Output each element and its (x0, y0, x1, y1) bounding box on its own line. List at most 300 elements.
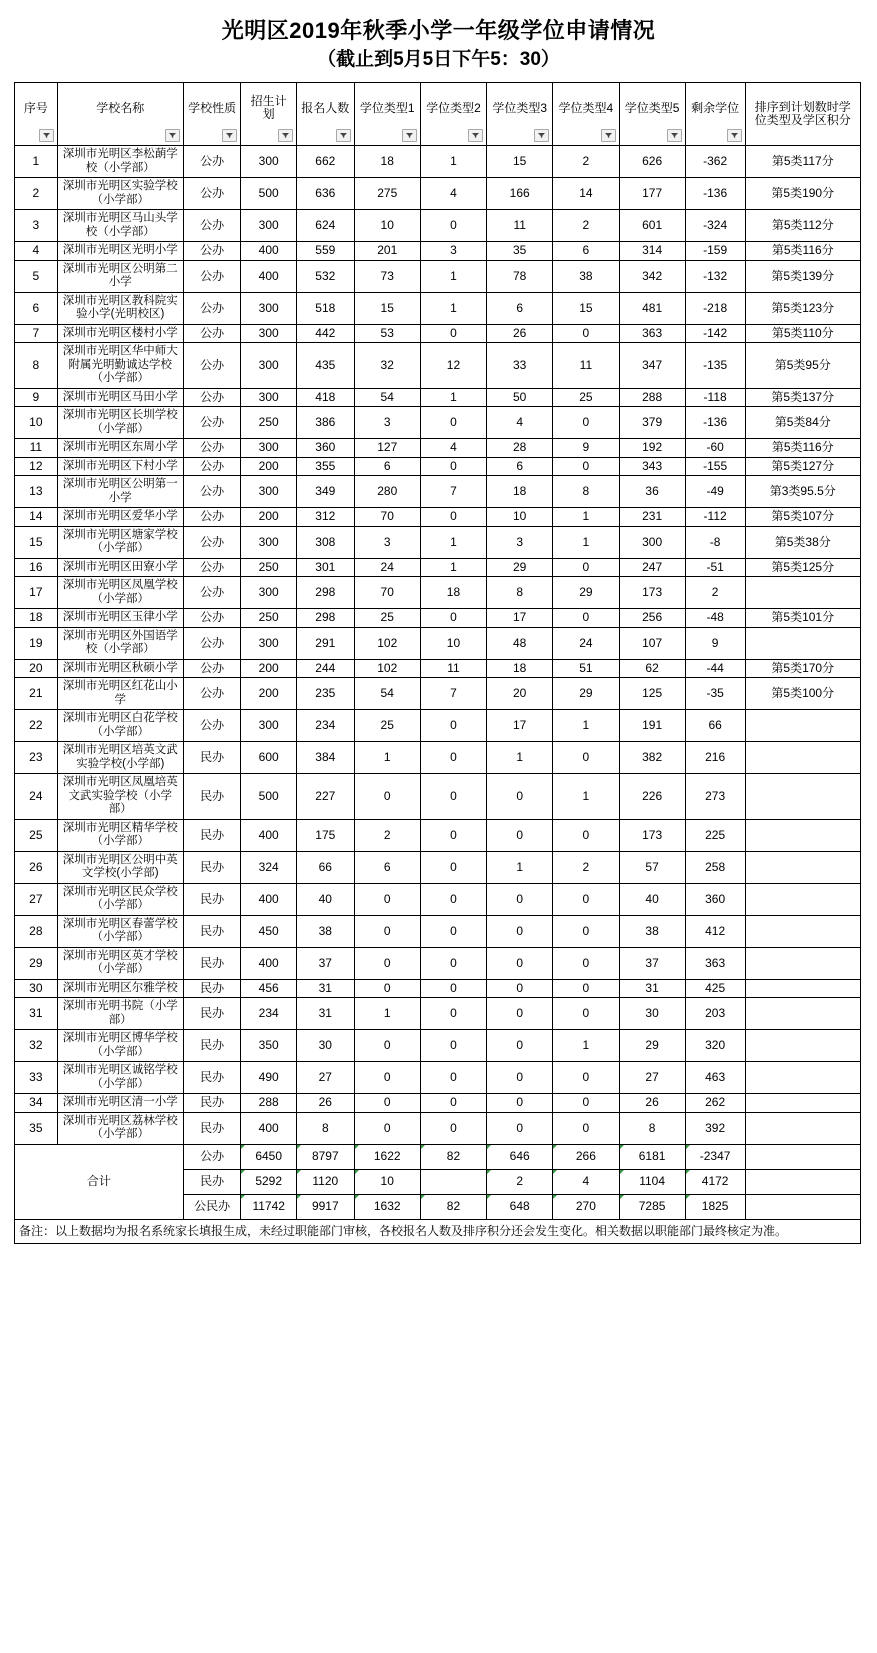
type3-count: 0 (487, 947, 553, 979)
remaining-seats: 9 (685, 627, 745, 659)
type5-count: 314 (619, 242, 685, 261)
type2-count: 0 (420, 883, 486, 915)
total-t3: 648 (487, 1194, 553, 1219)
type5-count: 382 (619, 742, 685, 774)
table-row (15, 883, 861, 915)
col-header-score (745, 83, 860, 146)
cutoff-score: 第3类95.5分 (745, 476, 860, 508)
total-remain: 1825 (685, 1194, 745, 1219)
school-nature: 公办 (183, 508, 241, 527)
enroll-plan: 200 (241, 678, 297, 710)
table-row (15, 609, 861, 628)
type4-count: 11 (553, 343, 619, 389)
cutoff-score (745, 915, 860, 947)
apply-count: 636 (296, 178, 354, 210)
school-name: 深圳市光明书院（小学部） (57, 998, 183, 1030)
total-nature: 公民办 (183, 1194, 241, 1219)
type1-count: 2 (354, 819, 420, 851)
remaining-seats: -118 (685, 388, 745, 407)
school-name: 深圳市光明区精华学校（小学部） (57, 819, 183, 851)
type1-count: 0 (354, 947, 420, 979)
school-name: 深圳市光明区荔林学校（小学部） (57, 1112, 183, 1144)
remaining-seats: 273 (685, 774, 745, 820)
enroll-plan: 300 (241, 210, 297, 242)
type4-count: 0 (553, 947, 619, 979)
cutoff-score (745, 947, 860, 979)
col-header-no-label: 序号 (23, 100, 48, 115)
row-no: 28 (15, 915, 58, 947)
enroll-plan: 300 (241, 324, 297, 343)
school-nature: 公办 (183, 210, 241, 242)
type1-count: 0 (354, 915, 420, 947)
school-nature: 公办 (183, 439, 241, 458)
school-name: 深圳市光明区诚铭学校（小学部） (57, 1062, 183, 1094)
type4-count: 0 (553, 558, 619, 577)
type2-count: 1 (420, 388, 486, 407)
school-name: 深圳市光明区爱华小学 (57, 508, 183, 527)
school-name: 深圳市光明区培英文武实验学校(小学部) (57, 742, 183, 774)
cutoff-score (745, 883, 860, 915)
apply-count: 298 (296, 577, 354, 609)
enroll-plan: 300 (241, 292, 297, 324)
type2-count: 0 (420, 508, 486, 527)
type3-count: 48 (487, 627, 553, 659)
type4-count: 6 (553, 242, 619, 261)
cutoff-score (745, 998, 860, 1030)
col-header-type5 (619, 83, 685, 146)
row-no: 4 (15, 242, 58, 261)
apply-count: 312 (296, 508, 354, 527)
type3-count: 0 (487, 883, 553, 915)
type5-count: 379 (619, 407, 685, 439)
page-title: 光明区2019年秋季小学一年级学位申请情况 (221, 18, 656, 43)
enroll-plan: 250 (241, 407, 297, 439)
table-row (15, 1094, 861, 1113)
type2-count: 7 (420, 476, 486, 508)
school-nature: 公办 (183, 627, 241, 659)
type2-count: 1 (420, 260, 486, 292)
enroll-plan: 456 (241, 979, 297, 998)
school-name: 深圳市光明区公明中英文学校(小学部) (57, 851, 183, 883)
enroll-plan: 300 (241, 476, 297, 508)
type4-count: 2 (553, 146, 619, 178)
col-header-type4-label: 学位类型4 (558, 100, 614, 115)
school-nature: 公办 (183, 407, 241, 439)
type2-count: 4 (420, 439, 486, 458)
col-header-apply-label: 报名人数 (301, 100, 350, 115)
remaining-seats: 425 (685, 979, 745, 998)
row-no: 1 (15, 146, 58, 178)
school-name: 深圳市光明区博华学校（小学部） (57, 1030, 183, 1062)
total-apply: 9917 (296, 1194, 354, 1219)
row-no: 24 (15, 774, 58, 820)
page-subtitle: （截止到5月5日下午5：30） (317, 49, 560, 70)
remaining-seats: -112 (685, 508, 745, 527)
total-score (745, 1194, 860, 1219)
col-header-plan-label: 招生计划 (250, 94, 287, 121)
remaining-seats: -49 (685, 476, 745, 508)
type4-count: 15 (553, 292, 619, 324)
table-row (15, 851, 861, 883)
cutoff-score (745, 577, 860, 609)
apply-count: 291 (296, 627, 354, 659)
enroll-plan: 250 (241, 609, 297, 628)
col-header-plan (241, 83, 297, 146)
type3-count: 0 (487, 998, 553, 1030)
filter-icon[interactable] (222, 129, 237, 142)
type3-count: 78 (487, 260, 553, 292)
total-t2 (420, 1169, 486, 1194)
type5-count: 37 (619, 947, 685, 979)
filter-icon[interactable] (39, 129, 54, 142)
enroll-plan: 200 (241, 659, 297, 678)
apply-count: 227 (296, 774, 354, 820)
type5-count: 256 (619, 609, 685, 628)
apply-count: 355 (296, 457, 354, 476)
type1-count: 6 (354, 457, 420, 476)
type4-count: 29 (553, 577, 619, 609)
header-row (15, 83, 861, 146)
type4-count: 25 (553, 388, 619, 407)
total-remain: 4172 (685, 1169, 745, 1194)
school-nature: 民办 (183, 915, 241, 947)
school-name: 深圳市光明区公明第二小学 (57, 260, 183, 292)
school-name: 深圳市光明区春蕾学校（小学部） (57, 915, 183, 947)
type1-count: 3 (354, 526, 420, 558)
type5-count: 57 (619, 851, 685, 883)
table-row (15, 146, 861, 178)
type1-count: 25 (354, 609, 420, 628)
remaining-seats: -136 (685, 407, 745, 439)
cutoff-score (745, 819, 860, 851)
apply-count: 38 (296, 915, 354, 947)
remaining-seats: -218 (685, 292, 745, 324)
cutoff-score: 第5类95分 (745, 343, 860, 389)
apply-count: 624 (296, 210, 354, 242)
cutoff-score (745, 979, 860, 998)
table-row (15, 742, 861, 774)
school-nature: 公办 (183, 343, 241, 389)
type2-count: 7 (420, 678, 486, 710)
apply-count: 360 (296, 439, 354, 458)
table-row (15, 388, 861, 407)
remaining-seats: -135 (685, 343, 745, 389)
type3-count: 1 (487, 742, 553, 774)
apply-count: 30 (296, 1030, 354, 1062)
filter-icon[interactable] (468, 129, 483, 142)
school-nature: 公办 (183, 558, 241, 577)
type2-count: 18 (420, 577, 486, 609)
table-row (15, 242, 861, 261)
apply-count: 31 (296, 998, 354, 1030)
type4-count: 0 (553, 1094, 619, 1113)
type5-count: 125 (619, 678, 685, 710)
table-row (15, 292, 861, 324)
enroll-plan: 300 (241, 146, 297, 178)
remaining-seats: -142 (685, 324, 745, 343)
col-header-no (15, 83, 58, 146)
enroll-plan: 200 (241, 457, 297, 476)
apply-count: 235 (296, 678, 354, 710)
type2-count: 0 (420, 998, 486, 1030)
cutoff-score: 第5类125分 (745, 558, 860, 577)
filter-icon[interactable] (534, 129, 549, 142)
col-header-type3 (487, 83, 553, 146)
table-row (15, 915, 861, 947)
type2-count: 0 (420, 1030, 486, 1062)
total-nature: 民办 (183, 1169, 241, 1194)
filter-icon[interactable] (278, 129, 293, 142)
row-no: 14 (15, 508, 58, 527)
cutoff-score: 第5类139分 (745, 260, 860, 292)
cutoff-score: 第5类84分 (745, 407, 860, 439)
enroll-plan: 234 (241, 998, 297, 1030)
row-no: 33 (15, 1062, 58, 1094)
type2-count: 0 (420, 710, 486, 742)
type5-count: 173 (619, 819, 685, 851)
type4-count: 2 (553, 851, 619, 883)
type4-count: 0 (553, 819, 619, 851)
type1-count: 0 (354, 979, 420, 998)
enroll-plan: 400 (241, 1112, 297, 1144)
cutoff-score: 第5类123分 (745, 292, 860, 324)
type4-count: 0 (553, 324, 619, 343)
apply-count: 418 (296, 388, 354, 407)
filter-icon[interactable] (727, 129, 742, 142)
school-name: 深圳市光明区红花山小学 (57, 678, 183, 710)
enroll-plan: 400 (241, 883, 297, 915)
apply-count: 175 (296, 819, 354, 851)
cutoff-score: 第5类137分 (745, 388, 860, 407)
apply-count: 40 (296, 883, 354, 915)
type5-count: 173 (619, 577, 685, 609)
type2-count: 1 (420, 146, 486, 178)
total-t2: 82 (420, 1144, 486, 1169)
filter-icon[interactable] (667, 129, 682, 142)
type5-count: 300 (619, 526, 685, 558)
apply-count: 37 (296, 947, 354, 979)
type3-count: 0 (487, 774, 553, 820)
enroll-plan: 490 (241, 1062, 297, 1094)
type4-count: 0 (553, 1062, 619, 1094)
table-row (15, 1062, 861, 1094)
school-name: 深圳市光明区实验学校（小学部） (57, 178, 183, 210)
school-name: 深圳市光明区凤凰培英文武实验学校（小学部） (57, 774, 183, 820)
remaining-seats: 392 (685, 1112, 745, 1144)
table-row (15, 947, 861, 979)
type3-count: 18 (487, 476, 553, 508)
type1-count: 0 (354, 1112, 420, 1144)
enroll-plan: 288 (241, 1094, 297, 1113)
row-no: 5 (15, 260, 58, 292)
type5-count: 40 (619, 883, 685, 915)
total-t1: 1632 (354, 1194, 420, 1219)
school-nature: 民办 (183, 947, 241, 979)
row-no: 3 (15, 210, 58, 242)
remaining-seats: -136 (685, 178, 745, 210)
type4-count: 38 (553, 260, 619, 292)
remaining-seats: 66 (685, 710, 745, 742)
school-name: 深圳市光明区李松蓢学校（小学部） (57, 146, 183, 178)
type2-count: 10 (420, 627, 486, 659)
row-no: 8 (15, 343, 58, 389)
type3-count: 33 (487, 343, 553, 389)
type4-count: 0 (553, 407, 619, 439)
apply-count: 559 (296, 242, 354, 261)
enroll-plan: 300 (241, 526, 297, 558)
cutoff-score (745, 710, 860, 742)
school-name: 深圳市光明区教科院实验小学(光明校区) (57, 292, 183, 324)
type3-count: 11 (487, 210, 553, 242)
cutoff-score (745, 1094, 860, 1113)
school-nature: 公办 (183, 710, 241, 742)
table-row (15, 439, 861, 458)
total-apply: 1120 (296, 1169, 354, 1194)
type4-count: 0 (553, 457, 619, 476)
cutoff-score (745, 1112, 860, 1144)
enroll-plan: 500 (241, 774, 297, 820)
apply-count: 244 (296, 659, 354, 678)
remaining-seats: -159 (685, 242, 745, 261)
remaining-seats: -362 (685, 146, 745, 178)
filter-icon[interactable] (601, 129, 616, 142)
type2-count: 0 (420, 210, 486, 242)
row-no: 19 (15, 627, 58, 659)
total-label: 合计 (15, 1144, 184, 1219)
type3-count: 0 (487, 915, 553, 947)
type2-count: 0 (420, 774, 486, 820)
remaining-seats: 262 (685, 1094, 745, 1113)
total-t5: 1104 (619, 1169, 685, 1194)
row-no: 20 (15, 659, 58, 678)
school-nature: 公办 (183, 292, 241, 324)
remaining-seats: -35 (685, 678, 745, 710)
school-nature: 民办 (183, 979, 241, 998)
col-header-apply (296, 83, 354, 146)
type2-count: 0 (420, 1062, 486, 1094)
type1-count: 73 (354, 260, 420, 292)
enroll-plan: 400 (241, 819, 297, 851)
type1-count: 54 (354, 678, 420, 710)
type2-count: 0 (420, 1094, 486, 1113)
row-no: 34 (15, 1094, 58, 1113)
type4-count: 1 (553, 526, 619, 558)
school-nature: 民办 (183, 1112, 241, 1144)
col-header-remain-label: 剩余学位 (691, 100, 740, 115)
total-t4: 266 (553, 1144, 619, 1169)
cutoff-score: 第5类190分 (745, 178, 860, 210)
col-header-nature-label: 学校性质 (188, 100, 237, 115)
type3-count: 0 (487, 819, 553, 851)
enroll-plan: 350 (241, 1030, 297, 1062)
type5-count: 343 (619, 457, 685, 476)
type1-count: 15 (354, 292, 420, 324)
type1-count: 24 (354, 558, 420, 577)
type1-count: 53 (354, 324, 420, 343)
type4-count: 2 (553, 210, 619, 242)
school-name: 深圳市光明区下村小学 (57, 457, 183, 476)
row-no: 13 (15, 476, 58, 508)
filter-icon[interactable] (165, 129, 180, 142)
school-nature: 公办 (183, 526, 241, 558)
filter-icon[interactable] (402, 129, 417, 142)
type5-count: 62 (619, 659, 685, 678)
enroll-plan: 324 (241, 851, 297, 883)
table-row (15, 998, 861, 1030)
row-no: 21 (15, 678, 58, 710)
apply-count: 31 (296, 979, 354, 998)
type4-count: 0 (553, 915, 619, 947)
type4-count: 9 (553, 439, 619, 458)
type2-count: 0 (420, 851, 486, 883)
table-row (15, 324, 861, 343)
type1-count: 25 (354, 710, 420, 742)
row-no: 30 (15, 979, 58, 998)
total-t1: 10 (354, 1169, 420, 1194)
school-nature: 公办 (183, 388, 241, 407)
school-name: 深圳市光明区田寮小学 (57, 558, 183, 577)
table-row (15, 210, 861, 242)
remaining-seats: 203 (685, 998, 745, 1030)
apply-count: 532 (296, 260, 354, 292)
type5-count: 8 (619, 1112, 685, 1144)
school-nature: 公办 (183, 659, 241, 678)
type1-count: 6 (354, 851, 420, 883)
enroll-plan: 200 (241, 508, 297, 527)
type5-count: 29 (619, 1030, 685, 1062)
type3-count: 1 (487, 851, 553, 883)
type4-count: 8 (553, 476, 619, 508)
apply-count: 384 (296, 742, 354, 774)
cutoff-score: 第5类117分 (745, 146, 860, 178)
enrollment-table (14, 82, 861, 1220)
school-nature: 民办 (183, 883, 241, 915)
cutoff-score (745, 1030, 860, 1062)
row-no: 2 (15, 178, 58, 210)
remaining-seats: 463 (685, 1062, 745, 1094)
enroll-plan: 400 (241, 260, 297, 292)
type1-count: 127 (354, 439, 420, 458)
type5-count: 38 (619, 915, 685, 947)
type3-count: 166 (487, 178, 553, 210)
col-header-type3-label: 学位类型3 (492, 100, 548, 115)
type3-count: 29 (487, 558, 553, 577)
total-t4: 270 (553, 1194, 619, 1219)
type3-count: 6 (487, 457, 553, 476)
total-t2: 82 (420, 1194, 486, 1219)
school-name: 深圳市光明区马田小学 (57, 388, 183, 407)
school-name: 深圳市光明区民众学校（小学部） (57, 883, 183, 915)
type1-count: 18 (354, 146, 420, 178)
cutoff-score: 第5类112分 (745, 210, 860, 242)
row-no: 26 (15, 851, 58, 883)
school-nature: 民办 (183, 742, 241, 774)
type4-count: 14 (553, 178, 619, 210)
apply-count: 26 (296, 1094, 354, 1113)
total-plan: 5292 (241, 1169, 297, 1194)
remaining-seats: -60 (685, 439, 745, 458)
filter-icon[interactable] (336, 129, 351, 142)
type3-count: 4 (487, 407, 553, 439)
total-plan: 6450 (241, 1144, 297, 1169)
enroll-plan: 300 (241, 710, 297, 742)
cutoff-score (745, 742, 860, 774)
cutoff-score (745, 851, 860, 883)
table-row (15, 577, 861, 609)
type5-count: 231 (619, 508, 685, 527)
table-row (15, 407, 861, 439)
type2-count: 0 (420, 324, 486, 343)
